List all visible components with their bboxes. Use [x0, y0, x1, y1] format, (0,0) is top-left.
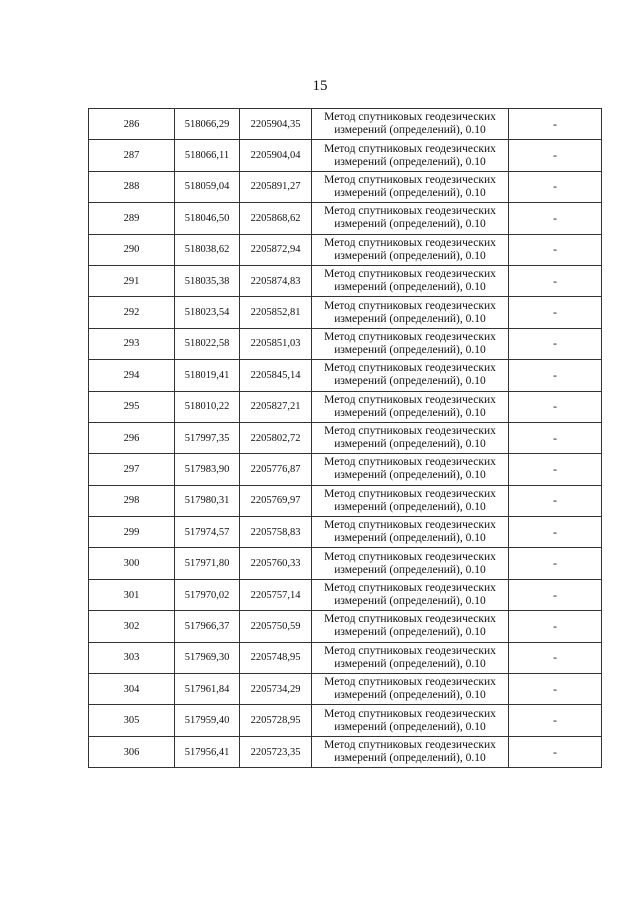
method-line-2: измерений (определений), 0.10	[334, 689, 486, 702]
method-line-2: измерений (определений), 0.10	[334, 438, 486, 451]
extra-cell: -	[509, 140, 602, 171]
point-number-cell: 300	[89, 548, 175, 579]
method-line-2: измерений (определений), 0.10	[334, 186, 486, 199]
point-number-cell: 306	[89, 736, 175, 767]
x-coordinate-cell: 517956,41	[175, 736, 240, 767]
point-number-cell: 287	[89, 140, 175, 171]
table-row	[89, 328, 602, 359]
point-number-cell: 298	[89, 485, 175, 516]
table-row	[89, 109, 602, 140]
point-number-cell: 303	[89, 642, 175, 673]
point-number-cell: 293	[89, 328, 175, 359]
table-row	[89, 297, 602, 328]
point-number-cell: 286	[89, 109, 175, 140]
x-coordinate-cell: 518022,58	[175, 328, 240, 359]
point-number-cell: 292	[89, 297, 175, 328]
x-coordinate-cell: 517980,31	[175, 485, 240, 516]
method-cell	[312, 360, 509, 391]
y-coordinate-cell: 2205748,95	[240, 642, 312, 673]
extra-cell: -	[509, 171, 602, 202]
x-coordinate-cell: 517971,80	[175, 548, 240, 579]
y-coordinate-cell: 2205757,14	[240, 579, 312, 610]
method-line-2: измерений (определений), 0.10	[334, 281, 486, 294]
point-number-cell: 296	[89, 422, 175, 453]
method-line-1: Метод спутниковых геодезических	[324, 299, 496, 312]
page-number: 15	[312, 78, 328, 94]
x-coordinate-cell: 517983,90	[175, 454, 240, 485]
table-row	[89, 705, 602, 736]
method-line-2: измерений (определений), 0.10	[334, 626, 486, 639]
y-coordinate-cell: 2205760,33	[240, 548, 312, 579]
method-line-2: измерений (определений), 0.10	[334, 218, 486, 231]
method-line-1: Метод спутниковых геодезических	[324, 425, 496, 438]
table-row	[89, 454, 602, 485]
y-coordinate-cell: 2205827,21	[240, 391, 312, 422]
method-line-1: Метод спутниковых геодезических	[324, 142, 496, 155]
method-line-1: Метод спутниковых геодезических	[324, 173, 496, 186]
method-line-1: Метод спутниковых геодезических	[324, 582, 496, 595]
y-coordinate-cell: 2205723,35	[240, 736, 312, 767]
point-number-cell: 302	[89, 611, 175, 642]
table-row	[89, 234, 602, 265]
point-number-cell: 304	[89, 674, 175, 705]
x-coordinate-cell: 517970,02	[175, 579, 240, 610]
y-coordinate-cell: 2205891,27	[240, 171, 312, 202]
table-row	[89, 548, 602, 579]
extra-cell: -	[509, 360, 602, 391]
method-line-2: измерений (определений), 0.10	[334, 595, 486, 608]
point-number-cell: 297	[89, 454, 175, 485]
x-coordinate-cell: 517959,40	[175, 705, 240, 736]
x-coordinate-cell: 518046,50	[175, 203, 240, 234]
y-coordinate-cell: 2205802,72	[240, 422, 312, 453]
x-coordinate-cell: 517966,37	[175, 611, 240, 642]
x-coordinate-cell: 518010,22	[175, 391, 240, 422]
method-cell	[312, 422, 509, 453]
method-cell	[312, 674, 509, 705]
point-number-cell: 301	[89, 579, 175, 610]
point-number-cell: 289	[89, 203, 175, 234]
method-line-1: Метод спутниковых геодезических	[324, 111, 496, 124]
extra-cell: -	[509, 203, 602, 234]
table-row	[89, 171, 602, 202]
method-line-2: измерений (определений), 0.10	[334, 124, 486, 137]
method-cell	[312, 454, 509, 485]
method-cell	[312, 234, 509, 265]
method-cell	[312, 265, 509, 296]
table-row	[89, 579, 602, 610]
method-cell	[312, 611, 509, 642]
x-coordinate-cell: 518035,38	[175, 265, 240, 296]
y-coordinate-cell: 2205904,35	[240, 109, 312, 140]
table-row	[89, 611, 602, 642]
table-row	[89, 422, 602, 453]
x-coordinate-cell: 518066,11	[175, 140, 240, 171]
extra-cell: -	[509, 517, 602, 548]
method-cell	[312, 548, 509, 579]
method-cell	[312, 736, 509, 767]
method-cell	[312, 109, 509, 140]
method-line-1: Метод спутниковых геодезических	[324, 707, 496, 720]
extra-cell: -	[509, 265, 602, 296]
point-number-cell: 291	[89, 265, 175, 296]
table-row	[89, 203, 602, 234]
x-coordinate-cell: 518019,41	[175, 360, 240, 391]
method-line-1: Метод спутниковых геодезических	[324, 393, 496, 406]
point-number-cell: 299	[89, 517, 175, 548]
table-row	[89, 265, 602, 296]
extra-cell: -	[509, 705, 602, 736]
extra-cell: -	[509, 234, 602, 265]
method-line-1: Метод спутниковых геодезических	[324, 644, 496, 657]
method-cell	[312, 203, 509, 234]
extra-cell: -	[509, 642, 602, 673]
table-row	[89, 485, 602, 516]
method-line-1: Метод спутниковых геодезических	[324, 268, 496, 281]
method-line-2: измерений (определений), 0.10	[334, 752, 486, 764]
method-cell	[312, 517, 509, 548]
extra-cell: -	[509, 485, 602, 516]
method-line-2: измерений (определений), 0.10	[334, 469, 486, 482]
y-coordinate-cell: 2205750,59	[240, 611, 312, 642]
table-row	[89, 360, 602, 391]
extra-cell: -	[509, 297, 602, 328]
method-line-2: измерений (определений), 0.10	[334, 532, 486, 545]
y-coordinate-cell: 2205734,29	[240, 674, 312, 705]
method-cell	[312, 140, 509, 171]
method-line-2: измерений (определений), 0.10	[334, 312, 486, 325]
method-line-2: измерений (определений), 0.10	[334, 720, 486, 733]
x-coordinate-cell: 518066,29	[175, 109, 240, 140]
method-cell	[312, 579, 509, 610]
method-line-1: Метод спутниковых геодезических	[324, 205, 496, 218]
extra-cell: -	[509, 548, 602, 579]
method-cell	[312, 705, 509, 736]
table-row	[89, 517, 602, 548]
extra-cell: -	[509, 611, 602, 642]
table-row	[89, 642, 602, 673]
y-coordinate-cell: 2205872,94	[240, 234, 312, 265]
extra-cell: -	[509, 422, 602, 453]
method-line-2: измерений (определений), 0.10	[334, 375, 486, 388]
method-line-2: измерений (определений), 0.10	[334, 563, 486, 576]
extra-cell: -	[509, 454, 602, 485]
x-coordinate-cell: 517969,30	[175, 642, 240, 673]
x-coordinate-cell: 518038,62	[175, 234, 240, 265]
y-coordinate-cell: 2205874,83	[240, 265, 312, 296]
method-line-2: измерений (определений), 0.10	[334, 155, 486, 168]
extra-cell: -	[509, 579, 602, 610]
method-line-1: Метод спутниковых геодезических	[324, 487, 496, 500]
y-coordinate-cell: 2205728,95	[240, 705, 312, 736]
method-line-1: Метод спутниковых геодезических	[324, 519, 496, 532]
point-number-cell: 295	[89, 391, 175, 422]
extra-cell: -	[509, 328, 602, 359]
method-cell	[312, 391, 509, 422]
point-number-cell: 290	[89, 234, 175, 265]
method-line-1: Метод спутниковых геодезических	[324, 739, 496, 751]
x-coordinate-cell: 518059,04	[175, 171, 240, 202]
point-number-cell: 305	[89, 705, 175, 736]
extra-cell: -	[509, 391, 602, 422]
x-coordinate-cell: 517997,35	[175, 422, 240, 453]
table-row	[89, 391, 602, 422]
method-cell	[312, 297, 509, 328]
y-coordinate-cell: 2205904,04	[240, 140, 312, 171]
y-coordinate-cell: 2205868,62	[240, 203, 312, 234]
y-coordinate-cell: 2205776,87	[240, 454, 312, 485]
method-line-2: измерений (определений), 0.10	[334, 249, 486, 262]
method-cell	[312, 642, 509, 673]
method-line-1: Метод спутниковых геодезических	[324, 456, 496, 469]
extra-cell: -	[509, 109, 602, 140]
y-coordinate-cell: 2205845,14	[240, 360, 312, 391]
extra-cell: -	[509, 674, 602, 705]
x-coordinate-cell: 517961,84	[175, 674, 240, 705]
y-coordinate-cell: 2205851,03	[240, 328, 312, 359]
method-line-1: Метод спутниковых геодезических	[324, 613, 496, 626]
method-line-1: Метод спутниковых геодезических	[324, 550, 496, 563]
method-line-1: Метод спутниковых геодезических	[324, 362, 496, 375]
method-line-2: измерений (определений), 0.10	[334, 500, 486, 513]
point-number-cell: 294	[89, 360, 175, 391]
table-row	[89, 736, 602, 767]
coordinates-table	[88, 108, 602, 768]
point-number-cell: 288	[89, 171, 175, 202]
method-cell	[312, 171, 509, 202]
y-coordinate-cell: 2205769,97	[240, 485, 312, 516]
method-line-1: Метод спутниковых геодезических	[324, 236, 496, 249]
y-coordinate-cell: 2205758,83	[240, 517, 312, 548]
x-coordinate-cell: 517974,57	[175, 517, 240, 548]
method-cell	[312, 328, 509, 359]
coordinates-table-body	[89, 109, 602, 768]
method-line-1: Метод спутниковых геодезических	[324, 330, 496, 343]
method-line-2: измерений (определений), 0.10	[334, 406, 486, 419]
method-line-1: Метод спутниковых геодезических	[324, 676, 496, 689]
x-coordinate-cell: 518023,54	[175, 297, 240, 328]
method-line-2: измерений (определений), 0.10	[334, 343, 486, 356]
method-line-2: измерений (определений), 0.10	[334, 657, 486, 670]
table-row	[89, 140, 602, 171]
table-row	[89, 674, 602, 705]
y-coordinate-cell: 2205852,81	[240, 297, 312, 328]
method-cell	[312, 485, 509, 516]
extra-cell: -	[509, 736, 602, 767]
